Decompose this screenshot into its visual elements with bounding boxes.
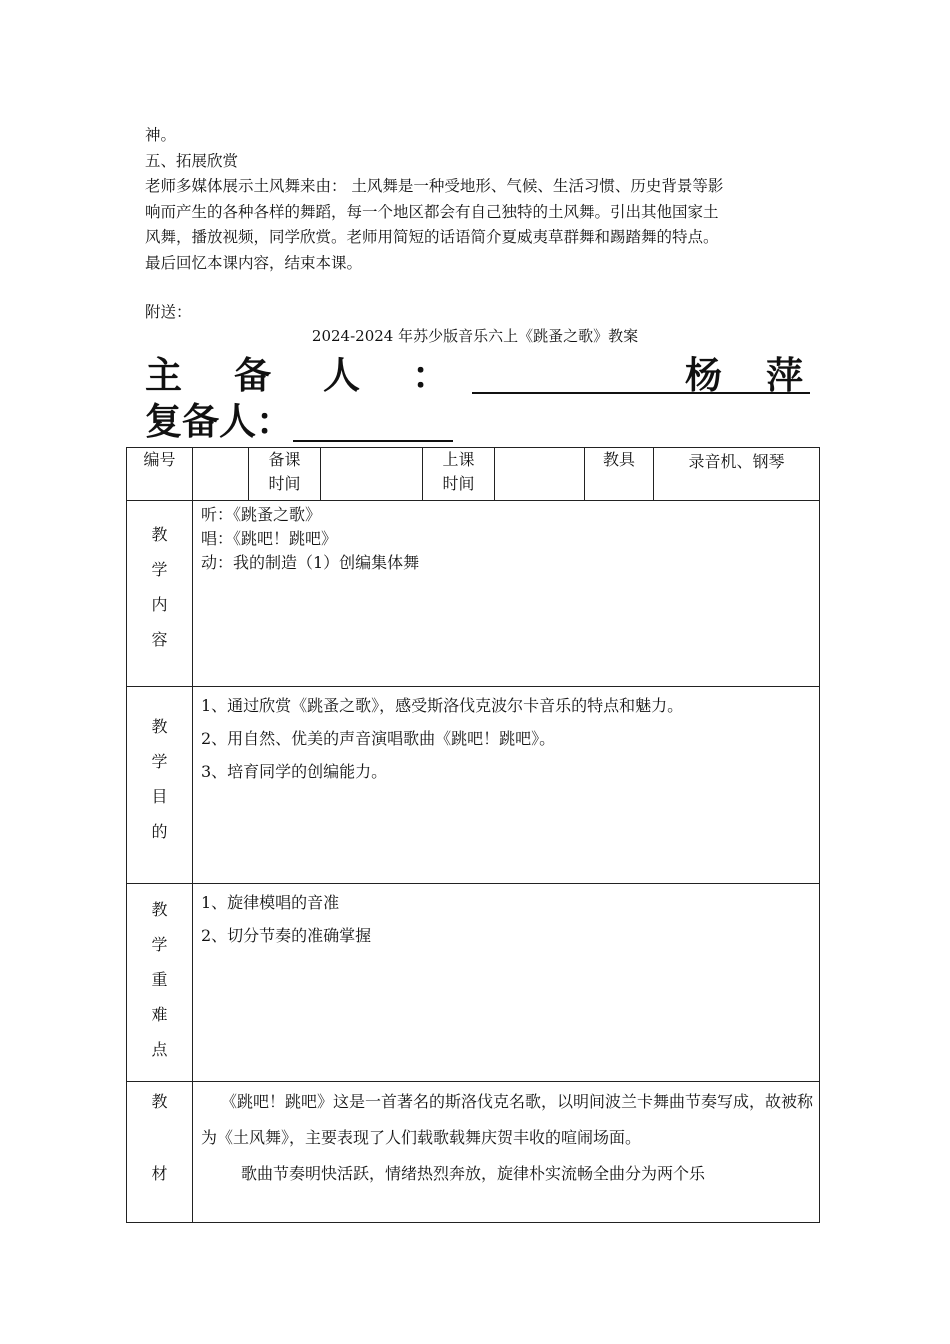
- label-spacer: [127, 1120, 192, 1156]
- key-points-cell: [193, 884, 820, 1082]
- prep-time-label: 备课时间: [249, 448, 321, 501]
- label-char: 教: [151, 525, 168, 544]
- material-paragraph: 《跳吧！跳吧》这是一首著名的斯洛伐克名歌，以明间波兰卡舞曲节奏写成，故被称为《土风舞》，主要表现了人们载歌载舞庆贺丰收的喧闹场面。: [201, 1092, 814, 1147]
- number-value: [193, 448, 249, 501]
- row-label-objectives: [127, 687, 193, 884]
- objective-line: 2、用自然、优美的声音演唱歌曲《跳吧！跳吧》。: [201, 729, 556, 748]
- tools-label: 教具: [585, 448, 654, 501]
- row-label-content: [127, 501, 193, 687]
- content-line: 动：我的制造（1）创编集体舞: [201, 553, 420, 572]
- lesson-plan-table: [126, 447, 820, 1223]
- key-points-row: [127, 884, 820, 1082]
- label-char: 的: [151, 822, 168, 841]
- material-paragraph: 歌曲节奏明快活跃，情绪热烈奔放，旋律朴实流畅全曲分为两个乐: [241, 1164, 706, 1183]
- material-row: [127, 1082, 820, 1223]
- objectives-row: [127, 687, 820, 884]
- header-row: [127, 448, 820, 501]
- class-time-label: 上课时间: [423, 448, 495, 501]
- main-preparer-name: 杨萍: [685, 354, 847, 397]
- row-label-key-points: [127, 884, 193, 1082]
- row-label-material: [127, 1082, 193, 1223]
- key-point-line: 2、切分节奏的准确掌握: [201, 926, 372, 945]
- content-line: 听：《跳蚤之歌》: [201, 505, 322, 524]
- label-char: 点: [151, 1040, 168, 1059]
- intro-line: 神。: [145, 126, 177, 144]
- label-char: 学: [151, 935, 168, 954]
- label-char: 教: [151, 1092, 168, 1111]
- label-char: 难: [151, 1005, 168, 1024]
- label-char: 教: [151, 717, 168, 736]
- objective-line: 3、培育同学的创编能力。: [201, 762, 388, 781]
- class-time-value: [495, 448, 585, 501]
- attachment-label: 附送：: [145, 303, 192, 321]
- co-preparer-line: [145, 400, 453, 444]
- content-cell: [193, 501, 820, 687]
- co-preparer-label: 复备人：: [145, 400, 293, 443]
- prep-time-value: [321, 448, 423, 501]
- label-char: 教: [151, 900, 168, 919]
- label-char: 学: [151, 560, 168, 579]
- label-char: 容: [151, 630, 168, 649]
- intro-line: 老师多媒体展示土风舞来由： 土风舞是一种受地形、气候、生活习惯、历史背景等影: [145, 177, 724, 195]
- objectives-cell: [193, 687, 820, 884]
- number-label: 编号: [127, 448, 193, 501]
- intro-text: [145, 123, 815, 276]
- objective-line: 1、通过欣赏《跳蚤之歌》，感受斯洛伐克波尔卡音乐的特点和魅力。: [201, 696, 684, 715]
- document-title: 2024-2024 年苏少版音乐六上《跳蚤之歌》教案: [311, 327, 639, 345]
- intro-line: 五、拓展欣赏: [145, 151, 239, 170]
- intro-line: 最后回忆本课内容，结束本课。: [145, 253, 363, 272]
- content-line: 唱：《跳吧！跳吧》: [201, 529, 338, 548]
- key-point-line: 1、旋律模唱的音准: [201, 893, 340, 912]
- label-char: 材: [151, 1164, 168, 1183]
- tools-value: 录音机、钢琴: [654, 448, 820, 501]
- content-row: [127, 501, 820, 687]
- label-char: 重: [151, 970, 168, 989]
- label-char: 内: [151, 595, 168, 614]
- intro-line: 风舞，播放视频，同学欣赏。老师用简短的话语简介夏威夷草群舞和踢踏舞的特点。: [145, 228, 719, 246]
- intro-line: 响而产生的各种各样的舞蹈，每一个地区都会有自己独特的土风舞。引出其他国家土: [145, 202, 719, 221]
- label-char: 学: [151, 752, 168, 771]
- material-cell: [193, 1082, 820, 1223]
- co-preparer-underline: [293, 439, 453, 442]
- label-char: 目: [151, 787, 168, 806]
- main-preparer-label: 主备人：: [145, 354, 501, 397]
